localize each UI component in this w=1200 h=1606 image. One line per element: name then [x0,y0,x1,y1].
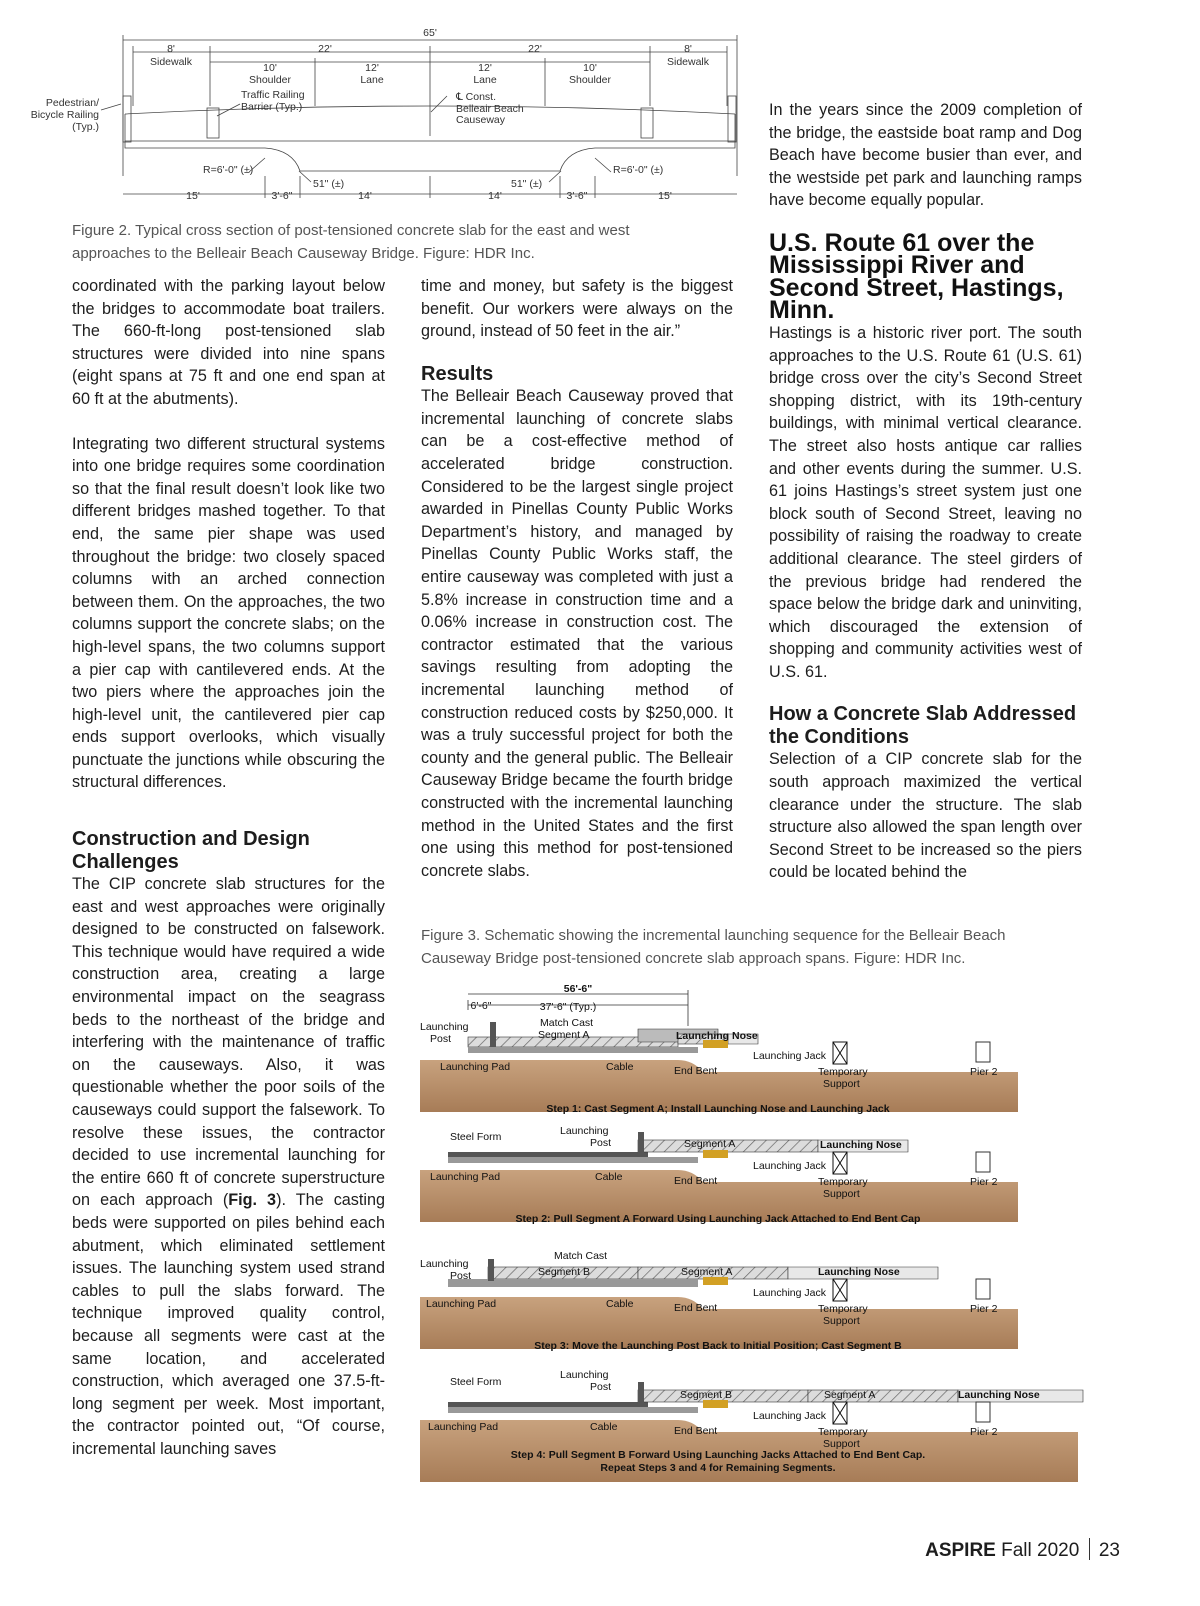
fig3-s4-post-2: Post [590,1381,612,1393]
fig3-s3-nose: Launching Nose [818,1266,900,1278]
fig3-step-4-title: Step 4: Pull Segment B Forward Using Launching Jacks Attached to End Bent Cap. [510,1449,926,1461]
heading-us-route-61: U.S. Route 61 over the Mississippi River and Second Street, Hastings, Minn. [769,228,1064,325]
magazine-name: ASPIRE [925,1540,996,1561]
fig3-step-4 [420,1369,1083,1482]
fig3-s4-pier: Pier 2 [970,1426,998,1438]
col3-paragraph-1: In the years since the 2009 completion of the bridge, the eastside boat ramp and Dog Beach have become busier than ever, and the westside pet park and launching ramps have become equally popular. [769,101,1082,210]
label-sidewalk-left: Sidewalk [149,56,193,68]
fig3-step-3-title: Step 3: Move the Launching Post Back to Initial Position; Cast Segment B [534,1340,902,1352]
fig3-s2-cable: Cable [595,1171,623,1183]
fig3-s4-temp-2: Support [823,1438,860,1450]
fig3-s2-jack: Launching Jack [753,1160,826,1172]
fig3-s3-segment-b: Segment B [538,1266,590,1278]
fig3-step-2-title: Step 2: Pull Segment A Forward Using Launching Jack Attached to End Bent Cap [515,1213,921,1225]
fig3-s2-pad: Launching Pad [430,1171,501,1183]
fig3-s4-nose: Launching Nose [958,1389,1040,1401]
fig3-s2-post-1: Launching [560,1125,609,1137]
issue-label: Fall 2020 [1001,1540,1080,1561]
col3-paragraph-2: Hastings is a historic river port. The south approaches to the U.S. Route 61 (U.S. 61) bridge cross over the city’s Second Street shopping district, with its 19th-century buildings, with minimal vertical clearance. The street also hosts antique car rallies and other events during the summer. U.S. 61 joins Hastings’s street system just one block south of Second Street, leaving no possibility of raising the roadway to create additional clearance. The steel girders of the previous bridge had rendered the space below the bridge dark and uninviting, which discouraged the extension of shopping and community activities west of U.S. 61. [769,323,1082,681]
col2-paragraph-2: The Belleair Beach Causeway proved that incremental launching of concrete slabs can be a cost-effective method of accelerated bridge construction. Considered to be the largest single project awarded in Pinellas County Public Works Department’s history, and managed by Pinellas County Public Works staff, the entire causeway was completed with just a 5.8% increase in construction time and a 0.06% increase in construction cost. The contractor estimated that the various savings resulting from adopting the incremental launching method of construction reduced costs by $250,000. It was a truly successful project for both the county and the general public. The Belleair Causeway Bridge became the fourth bridge constructed with the incremental launching method in the United States and the first one using this method for post-tensioned concrete slabs. [421,387,733,880]
dim-shoulder-right-w: 10' [583,62,597,74]
fig3-s4-post-1: Launching [560,1369,609,1381]
fig3-s3-post-1: Launching [420,1258,469,1270]
heading-concrete-slab-conditions: How a Concrete Slab Addressed the Conditions [769,703,1077,748]
fig3-step-1 [420,1017,1018,1115]
col3-paragraph-3: Selection of a CIP concrete slab for the south approach maximized the vertical clearance under the structure. The slab structure also allowed the span length over Second Street to be increased so the piers could be located behind the [769,750,1082,882]
dim-bottom-6: 15' [658,190,672,202]
label-lane-right: Lane [473,74,497,86]
col1-paragraph-2: Integrating two different structural systems into one bridge requires some coordination so that the final result doesn’t look like two different bridges mashed together. To that end, the same pier shape was used throughout the bridge: two closely spaced columns with an arched connection between them. On the approaches, the two columns support the concrete slabs; on the high-level spans, the two columns support a pier cap with cantilevered ends. At the two piers where the approaches join the high-level unit, the cantilevered pier cap ends support overlooks, which visually punctuate the junctions while obscuring the structural differences. [72,434,385,792]
fig3-s2-post-2: Post [590,1137,612,1149]
dim-lane-left-w: 12' [365,62,379,74]
dim-total: 65' [423,27,437,39]
fig3-s2-end-bent: End Bent [674,1175,718,1187]
label-ped-rail-3: (Typ.) [72,121,99,133]
dim-half-right: 22' [528,43,542,55]
fig3-s4-jack: Launching Jack [753,1410,826,1422]
col1-paragraph-3-end: ). The casting beds were supported on piles behind each abutment, which eliminated settlement issues. The launching system used strand cables to pull the slabs forward. The technique improved quality control, because all segments were cast at the same location, and accelerated construction, which averaged one 37.5-ft-long segment per week. Most important, the contractor pointed out, “Of course, incremental launching saves [72,1191,385,1458]
dim-bottom-3: 14' [358,190,372,202]
fig3-s2-segment-a: Segment A [684,1138,736,1150]
fig3-s1-temp-1: Temporary [818,1066,868,1078]
label-lane-left: Lane [360,74,384,86]
page-footer [925,1538,1120,1562]
label-traffic-rail-2: Barrier (Typ.) [241,101,303,113]
fig3-step-3 [420,1250,1018,1352]
dim-sidewalk-right-w: 8' [684,43,692,55]
fig3-s4-steel-form: Steel Form [450,1376,502,1388]
fig3-s3-pad: Launching Pad [426,1298,497,1310]
label-const-3: Causeway [456,114,506,126]
fig3-s1-post-2: Post [430,1033,452,1045]
label-shoulder-left: Shoulder [248,74,292,86]
page-number: 23 [1098,1540,1120,1561]
fig3-s1-jack: Launching Jack [753,1050,826,1062]
label-shoulder-right: Shoulder [568,74,612,86]
fig3-s3-pier: Pier 2 [970,1303,998,1315]
fig3-s4-end-bent: End Bent [674,1425,718,1437]
fig3-step-1-title: Step 1: Cast Segment A; Install Launching Nose and Launching Jack [546,1103,890,1115]
fig3-s1-match-cast: Match Cast [540,1017,594,1029]
fig3-s4-segment-a: Segment A [824,1389,876,1401]
col1-paragraph-3-start: The CIP concrete slab structures for the east and west approaches were originally designed to be constructed on falsework. This technique would have required a wide construction area, creating a large environmental impact on the seagrass beds to the northeast of the bridge and interfering with the maintenance of traffic on the causeways. Also, it was questionable whether the poor soils of the causeways could support the falsework. To resolve these issues, the contractor decided to use incremental launching for the entire 660 ft of concrete superstructure on each approach ( [72,875,385,1210]
figure-3-caption-line-1: Figure 3. Schematic showing the incremental launching sequence for the Belleair Beach [421,927,1006,944]
dim-bottom-1: 15' [186,190,200,202]
col1-paragraph-3 [72,873,385,1460]
heading-results: Results [421,362,494,385]
fig3-s4-temp-1: Temporary [818,1426,868,1438]
fig3-s3-segment-a: Segment A [681,1266,733,1278]
figure-3-caption-line-2: Causeway Bridge post-tensioned concrete slab approach spans. Figure: HDR Inc. [421,949,966,967]
label-radius-left: R=6'-0" (±) [203,164,254,176]
fig-3-reference[interactable]: Fig. 3 [228,1191,277,1210]
fig3-s1-pad: Launching Pad [440,1061,511,1073]
fig3-s2-nose: Launching Nose [820,1139,902,1151]
figure-2-caption-line-1: Figure 2. Typical cross section of post-tensioned concrete slab for the east and west [72,222,630,239]
label-sidewalk-right: Sidewalk [666,56,710,68]
col2-paragraph-1: time and money, but safety is the biggest benefit. Our workers were always on the ground, instead of 50 feet in the air.” [421,277,733,341]
fig3-s4-pad: Launching Pad [428,1421,499,1433]
column-2 [421,275,733,882]
fig3-s1-segment-a: Segment A [538,1029,590,1041]
figure-2-caption [72,220,752,265]
fig3-s1-end-bent: End Bent [674,1065,718,1077]
label-ped-rail-1: Pedestrian/ [45,97,99,109]
fig3-dim-nose: 6'-6" [470,1000,492,1012]
fig3-s1-post-1: Launching [420,1021,469,1033]
fig3-s3-end-bent: End Bent [674,1302,718,1314]
footer-divider [1089,1538,1090,1560]
figure-3-caption [421,925,1101,970]
fig3-s3-cable: Cable [606,1298,634,1310]
dim-half-left: 22' [318,43,332,55]
fig3-s3-temp-2: Support [823,1315,860,1327]
figure-2-cross-section [25,26,745,208]
label-const-2: Belleair Beach [456,103,524,115]
fig3-step-4-repeat: Repeat Steps 3 and 4 for Remaining Segments. [600,1462,836,1474]
fig3-s3-post-2: Post [450,1270,472,1282]
fig3-s1-nose: Launching Nose [676,1030,758,1042]
label-ped-rail-2: Bicycle Railing [30,109,99,121]
fig3-s3-jack: Launching Jack [753,1287,826,1299]
fig3-s4-cable: Cable [590,1421,618,1433]
label-traffic-rail-1: Traffic Railing [241,89,305,101]
fig3-s2-temp-2: Support [823,1188,860,1200]
label-const-1: ℄ Const. [456,91,497,103]
fig3-s2-pier: Pier 2 [970,1176,998,1188]
label-depth-right: 51" (±) [511,178,543,190]
fig3-dim-typ: 37'-6" (Typ.) [539,1001,597,1013]
heading-construction-design-challenges: Construction and Design Challenges [72,828,310,873]
fig3-s2-steel-form: Steel Form [450,1131,502,1143]
figure-2-caption-line-2: approaches to the Belleair Beach Causeway Bridge. Figure: HDR Inc. [72,244,535,262]
fig3-s3-match-cast: Match Cast [554,1250,608,1262]
label-radius-right: R=6'-0" (±) [613,164,664,176]
fig3-s3-temp-1: Temporary [818,1303,868,1315]
label-depth-left: 51" (±) [313,178,345,190]
dim-sidewalk-left-w: 8' [167,43,175,55]
column-3 [769,99,1082,884]
fig3-s1-pier: Pier 2 [970,1066,998,1078]
figure-3-launching-sequence [418,982,1088,1482]
dim-bottom-4: 14' [488,190,502,202]
fig3-step-2 [420,1125,1018,1225]
dim-shoulder-left-w: 10' [263,62,277,74]
column-1 [72,275,385,1461]
col1-paragraph-1: coordinated with the parking layout below the bridges to accommodate boat trailers. The 660-ft-long post-tensioned slab structures were divided into nine spans (eight spans at 75 ft and one end span at 60 ft at the abutments). [72,277,385,408]
fig3-s2-temp-1: Temporary [818,1176,868,1188]
fig3-dim-total: 56'-6" [563,983,593,995]
dim-bottom-5: 3'-6" [566,190,588,202]
dim-lane-right-w: 12' [478,62,492,74]
dim-bottom-2: 3'-6" [271,190,293,202]
fig3-s1-temp-2: Support [823,1078,860,1090]
fig3-s4-segment-b: Segment B [680,1389,732,1401]
fig3-s1-cable: Cable [606,1061,634,1073]
